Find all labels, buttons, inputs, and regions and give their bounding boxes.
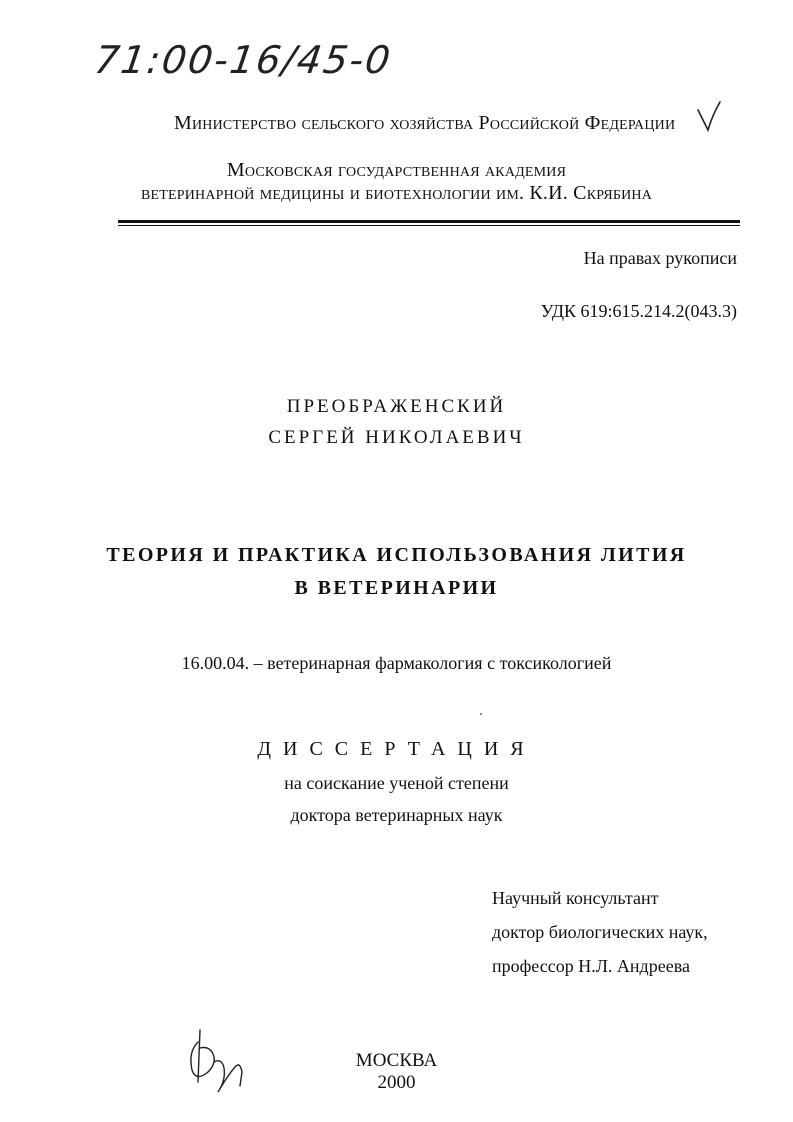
specialty-code: 16.00.04. – ветеринарная фармакология с токсикологией	[181, 653, 612, 673]
advisor-role: Научный консультант	[492, 888, 659, 908]
scan-speck	[479, 712, 483, 716]
city: МОСКВА	[355, 1050, 438, 1071]
thesis-title-line1: ТЕОРИЯ И ПРАКТИКА ИСПОЛЬЗОВАНИЯ ЛИТИЯ	[106, 544, 687, 566]
degree-line2: доктора ветеринарных наук	[290, 805, 503, 825]
thesis-title-line2: В ВЕТЕРИНАРИИ	[294, 577, 499, 599]
header-divider	[118, 220, 740, 223]
degree-line1: на соискание ученой степени	[284, 773, 509, 793]
academy-name-line1: Московская государственная академия	[226, 159, 567, 181]
udc-code: УДК 619:615.214.2(043.3)	[540, 301, 737, 321]
manuscript-rights-note: На правах рукописи	[583, 248, 737, 268]
author-surname: ПРЕОБРАЖЕНСКИЙ	[286, 396, 507, 417]
advisor-degree: доктор биологических наук,	[492, 922, 708, 942]
ministry-name: Министерство сельского хозяйства Российской Федерации	[174, 112, 676, 134]
dissertation-label: ДИССЕРТАЦИЯ	[257, 738, 536, 760]
year: 2000	[377, 1072, 416, 1093]
author-given-names: СЕРГЕЙ НИКОЛАЕВИЧ	[268, 427, 525, 448]
archive-code-handwritten: 71:00-16/45-0	[91, 38, 395, 82]
header-divider-thin	[118, 225, 740, 226]
check-mark-icon	[696, 100, 724, 134]
advisor-name: профессор Н.Л. Андреева	[492, 956, 690, 976]
academy-name-line2: ветеринарной медицины и биотехнологии им. К.И. Скрябина	[140, 182, 653, 204]
